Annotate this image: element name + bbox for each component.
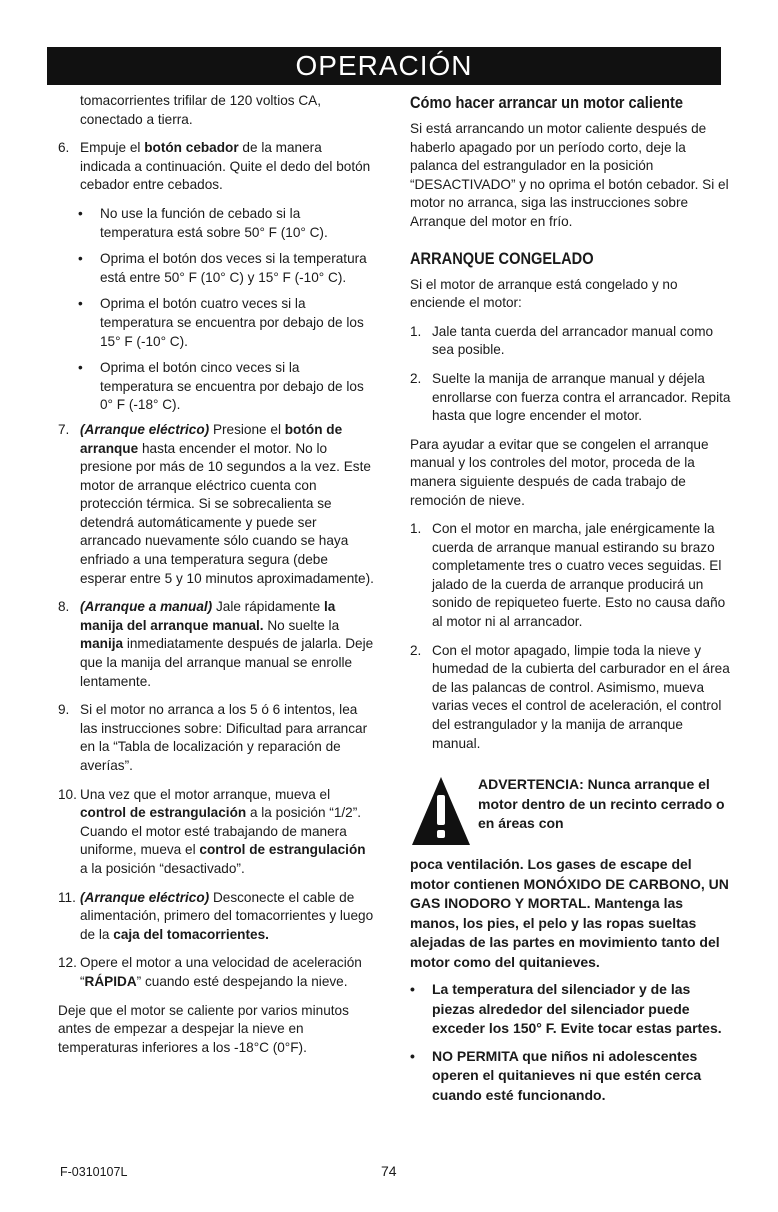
frozen-intro: Si el motor de arranque está congelado y no enciende el motor: [410,276,678,311]
frozen-step: 1. Jale tanta cuerda del arrancador manual como sea posible. [410,323,714,358]
bullet-item: • Oprima el botón cinco veces si la temperatura se encuentra por debajo de los 0° F (-18° C). [78,360,364,413]
section-banner: OPERACIÓN [47,47,721,85]
prevention-step: 2. Con el motor apagado, limpie toda la nieve y humedad de la cubierta del carburador en el área de las palancas de control. Asimismo, mueva varias veces el control de aceleración, el control del estrangulador y la manija de arranque manual. [410,642,730,751]
right-column [410,92,732,1113]
warning-bullet: • NO PERMITA que niños ni adolescentes operen el quitanieves ni que estén cerca cuando esté funcionando. [410,1047,702,1103]
step-11: 11. (Arranque eléctrico) Desconecte el cable de alimentación, primero del tomacorrientes y luego de la caja del tomacorrientes. [58,889,374,942]
heading-hot-start: Cómo hacer arrancar un motor caliente [410,93,683,112]
document-code: F-0310107L [60,1165,128,1179]
prevention-text: Para ayudar a evitar que se congelen el arranque manual y los controles del motor, proceda de la manera siguiente después de cada trabajo de remoción de nieve. [410,436,709,508]
prevention-step: 1. Con el motor en marcha, jale enérgicamente la cuerda de arranque manual estirando su brazo completamente tres o cuatro veces seguidas. El jalado de la cuerda de arranque producirá un sonido de repiqueteo fuerte. Esto no causa daño al motor ni al arrancador. [410,521,726,630]
warning-triangle-icon [410,775,478,855]
step-12: 12. Opere el motor a una velocidad de aceleración “RÁPIDA” cuando esté despejando la nieve. [58,955,362,989]
hot-start-text: Si está arrancando un motor caliente después de haberlo apagado por un período corto, deje la palanca del estrangulador en la posición “DESACTIVADO” y no oprima el botón cebador. Si el motor no arranca, siga las instrucciones sobre Arranque del motor en frío. [410,121,729,229]
warning-box [410,775,732,1105]
step-10: 10. Una vez que el motor arranque, mueva el control de estrangulación a la posición “1/2”. Cuando el motor esté trabajando de manera uniforme, mueva el control de estrangulación a la posición “desactivado”. [58,786,366,876]
warning-heading: ADVERTENCIA: Nunca arranque el motor dentro de un recinto cerrado o en áreas con [478,776,725,832]
step-7: 7. (Arranque eléctrico) Presione el botón de arranque hasta encender el motor. No lo presione por más de 10 segundos a la vez. Este motor de arranque eléctrico cuenta con protección térmica. Si se sobrecalienta se detendrá automáticamente y puede ser arrancado nuevamente sólo cuando se haya enfriado a una temperatura segura (debe esperar entre 5 y 10 minutos aproximadamente). [58,421,374,586]
bullet-item: • Oprima el botón cuatro veces si la temperatura se encuentra por debajo de los 15° F (-10° C). [78,296,364,349]
closing-text: Deje que el motor se caliente por varios minutos antes de empezar a despejar la nieve en temperaturas inferiores a los -18°C (0°F). [58,1002,349,1055]
left-column [58,92,376,1067]
step-8: 8. (Arranque a manual) Jale rápidamente la manija del arranque manual. No suelte la manija inmediatamente después de jalarla. Deje que la manija del arranque manual se enrolle lentamente. [58,599,374,689]
frozen-step: 2. Suelte la manija de arranque manual y déjela enrollarse con fuerza contra el arrancador. Repita hasta que logre encender el motor. [410,370,731,424]
step-9: 9. Si el motor no arranca a los 5 ó 6 intentos, lea las instrucciones sobre: Dificultad para arrancar en la “Tabla de localización y reparación de averías”. [58,702,368,773]
bullet-item: • Oprima el botón dos veces si la temperatura está entre 50° F (10° C) y 15° F (-10° C). [78,251,367,285]
heading-frozen-start: ARRANQUE CONGELADO [410,248,594,268]
bullet-item: • No use la función de cebado si la temperatura está sobre 50° F (10° C). [78,205,328,240]
warning-body: poca ventilación. Los gases de escape del motor contienen MONÓXIDO DE CARBONO, UN GAS INODORO Y MORTAL. Mantenga las manos, los pies, el pelo y las ropas sueltas alejadas de las partes en movimiento tanto del motor como del quitanieves. [410,856,729,970]
intro-text: tomacorrientes trifilar de 120 voltios CA, conectado a tierra. [80,93,322,127]
step-6: 6. Empuje el botón cebador de la manera indicada a continuación. Quite el dedo del botón cebador entre cebados. [58,140,371,193]
page-number: 74 [381,1163,397,1179]
warning-bullet: • La temperatura del silenciador y de las piezas alrededor del silenciador puede exceder los 150° F. Evite tocar estas partes. [410,981,722,1037]
